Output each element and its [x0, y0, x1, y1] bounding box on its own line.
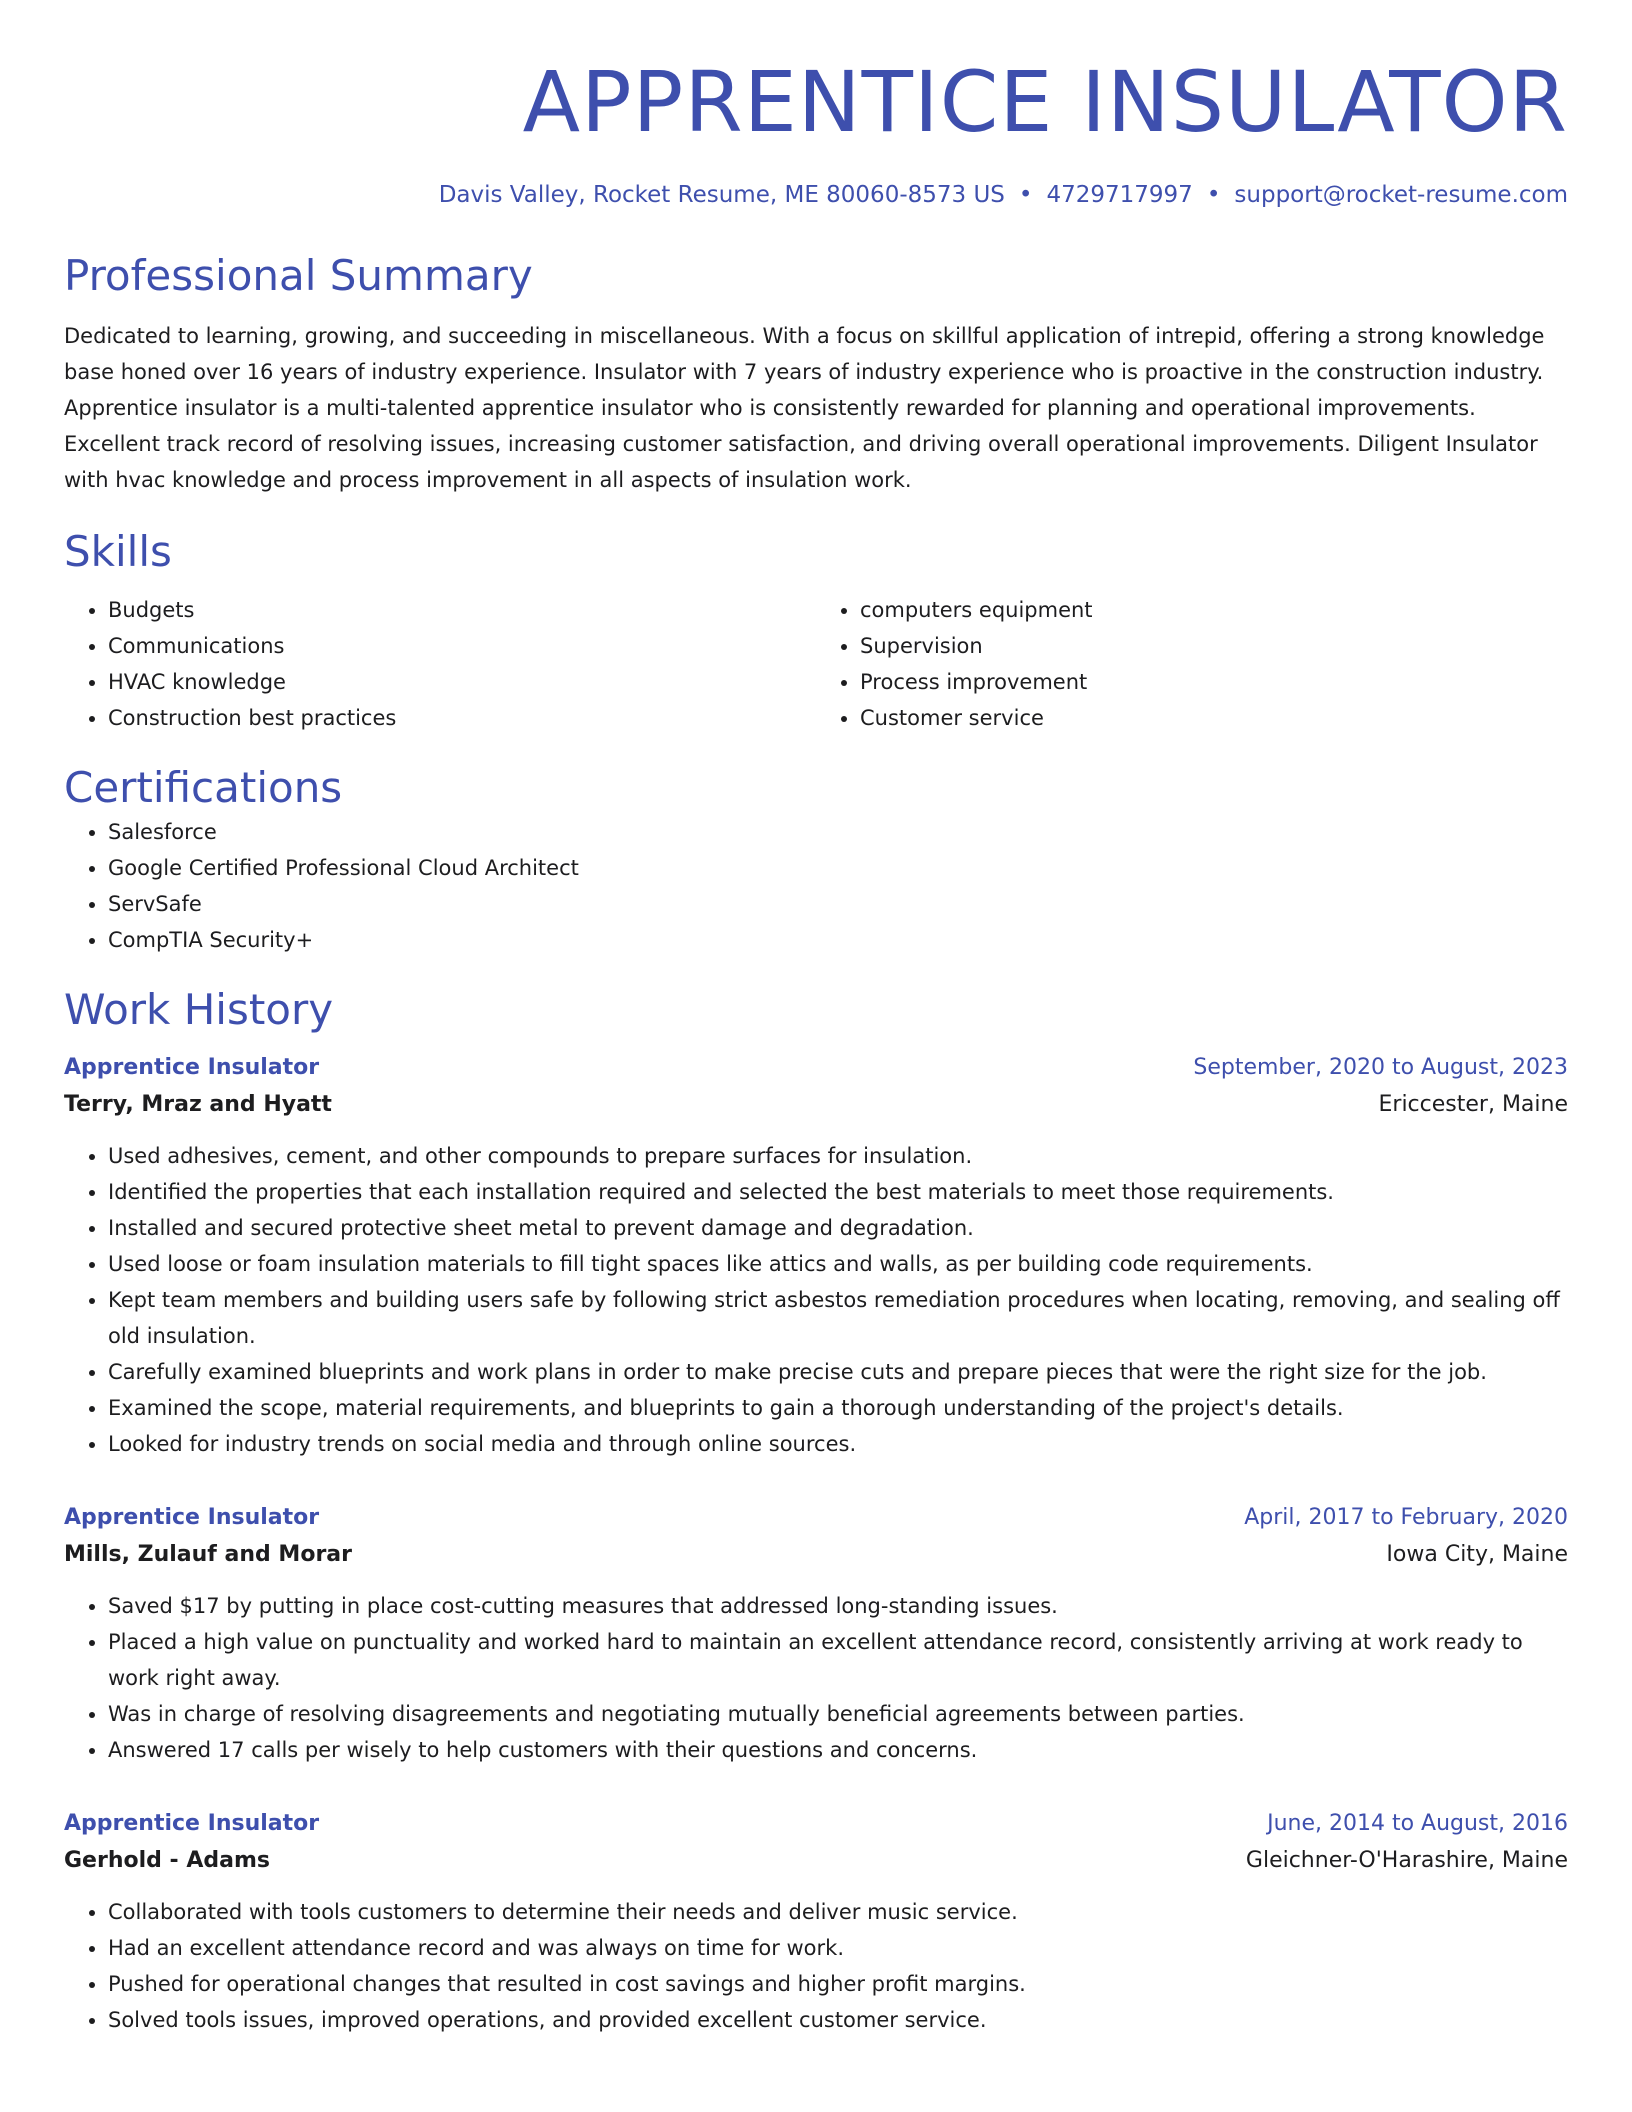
job-header-row — [64, 1806, 1568, 1842]
job-duty: • Installed and secured protective sheet metal to prevent damage and degradation. — [108, 1210, 1568, 1246]
job-duty: • Answered 17 calls per wisely to help customers with their questions and concerns. — [108, 1732, 1568, 1768]
skill-item: • Customer service — [860, 700, 1568, 736]
certifications-heading: Certifications — [64, 763, 343, 812]
job-duty: • Solved tools issues, improved operations, and provided excellent customer service. — [108, 2002, 1568, 2038]
contact-separator: • — [1206, 182, 1221, 208]
job-entry — [64, 1500, 1568, 1768]
job-duty: • Kept team members and building users safe by following strict asbestos remediation procedures when locating, removing, and sealing off old insulation. — [108, 1282, 1568, 1354]
skill-item: • Communications — [108, 628, 816, 664]
contact-separator: • — [1018, 182, 1033, 208]
job-duties — [64, 1894, 1568, 2038]
summary-text: Dedicated to learning, growing, and succeeding in miscellaneous. With a focus on skillful application of intrepid, offering a strong knowledge base honed over 16 years of industry experience. Insulator with 7 years of industry experience who is proactive in the construction industry. Apprentice insulator is a multi-talented apprentice insulator who is consistently rewarded for planning and operational improvements. Excellent track record of resolving issues, increasing customer satisfaction, and driving overall operational improvements. Diligent Insulator with hvac knowledge and process improvement in all aspects of insulation work. — [64, 324, 1545, 492]
job-dates: April, 2017 to February, 2020 — [1244, 1505, 1568, 1530]
skills-column-left — [64, 592, 816, 736]
job-title: Apprentice Insulator — [64, 1811, 320, 1836]
job-company-row — [64, 1536, 1568, 1574]
job-company: Terry, Mraz and Hyatt — [64, 1092, 332, 1117]
job-duty: • Looked for industry trends on social media and through online sources. — [108, 1426, 1568, 1462]
job-header-row — [64, 1050, 1568, 1086]
job-location: Ericcester, Maine — [1378, 1092, 1568, 1117]
resume-header — [64, 0, 1568, 210]
skill-item: • Process improvement — [860, 664, 1568, 700]
job-duty: • Had an excellent attendance record and was always on time for work. — [108, 1930, 1568, 1966]
job-entry — [64, 1050, 1568, 1462]
job-duty: • Was in charge of resolving disagreements and negotiating mutually beneficial agreements between parties. — [108, 1696, 1568, 1732]
skills-heading: Skills — [64, 527, 172, 576]
contact-email[interactable]: support@rocket-resume.com — [1234, 182, 1568, 208]
job-duty: • Used loose or foam insulation materials to fill tight spaces like attics and walls, as per building code requirements. — [108, 1246, 1568, 1282]
certifications-list — [64, 814, 1568, 958]
job-header-row — [64, 1500, 1568, 1536]
job-duty: • Carefully examined blueprints and work plans in order to make precise cuts and prepare pieces that were the right size for the job. — [108, 1354, 1568, 1390]
job-duty: • Collaborated with tools customers to determine their needs and deliver music service. — [108, 1894, 1568, 1930]
job-duty: • Saved $17 by putting in place cost-cutting measures that addressed long-standing issues. — [108, 1588, 1568, 1624]
job-title: Apprentice Insulator — [64, 1055, 320, 1080]
skill-item: • computers equipment — [860, 592, 1568, 628]
job-title: Apprentice Insulator — [64, 1505, 320, 1530]
skills-list — [64, 592, 1568, 736]
job-duty: • Used adhesives, cement, and other compounds to prepare surfaces for insulation. — [108, 1138, 1568, 1174]
certification-item: • Salesforce — [108, 814, 1568, 850]
job-dates: June, 2014 to August, 2016 — [1267, 1811, 1568, 1836]
contact-address: Davis Valley, Rocket Resume, ME 80060-8573 US — [438, 182, 1005, 208]
job-duty: • Placed a high value on punctuality and worked hard to maintain an excellent attendance record, consistently arriving at work ready to work right away. — [108, 1624, 1568, 1696]
certification-item: • ServSafe — [108, 886, 1568, 922]
work-history-heading: Work History — [64, 985, 334, 1034]
job-company-row — [64, 1086, 1568, 1124]
certification-item: • CompTIA Security+ — [108, 922, 1568, 958]
job-company: Mills, Zulauf and Morar — [64, 1542, 352, 1567]
job-duty: • Identified the properties that each installation required and selected the best materials to meet those requirements. — [108, 1174, 1568, 1210]
job-entry — [64, 1806, 1568, 2038]
job-company: Gerhold - Adams — [64, 1848, 270, 1873]
job-duty: • Pushed for operational changes that resulted in cost savings and higher profit margins. — [108, 1966, 1568, 2002]
skill-item: • Supervision — [860, 628, 1568, 664]
job-location: Gleichner-O'Harashire, Maine — [1245, 1848, 1568, 1873]
contact-line — [64, 180, 1568, 210]
skill-item: • Budgets — [108, 592, 816, 628]
skills-column-right — [816, 592, 1568, 736]
job-duty: • Examined the scope, material requirements, and blueprints to gain a thorough understanding of the project's details. — [108, 1390, 1568, 1426]
summary-heading: Professional Summary — [64, 251, 533, 300]
job-dates: September, 2020 to August, 2023 — [1193, 1055, 1568, 1080]
certification-item: • Google Certified Professional Cloud Architect — [108, 850, 1568, 886]
skill-item: • Construction best practices — [108, 700, 816, 736]
job-duties — [64, 1138, 1568, 1462]
candidate-name: APPRENTICE INSULATOR — [522, 53, 1568, 151]
skill-item: • HVAC knowledge — [108, 664, 816, 700]
job-company-row — [64, 1842, 1568, 1880]
job-duties — [64, 1588, 1568, 1768]
job-location: Iowa City, Maine — [1386, 1542, 1568, 1567]
contact-phone[interactable]: 4729717997 — [1046, 182, 1193, 208]
